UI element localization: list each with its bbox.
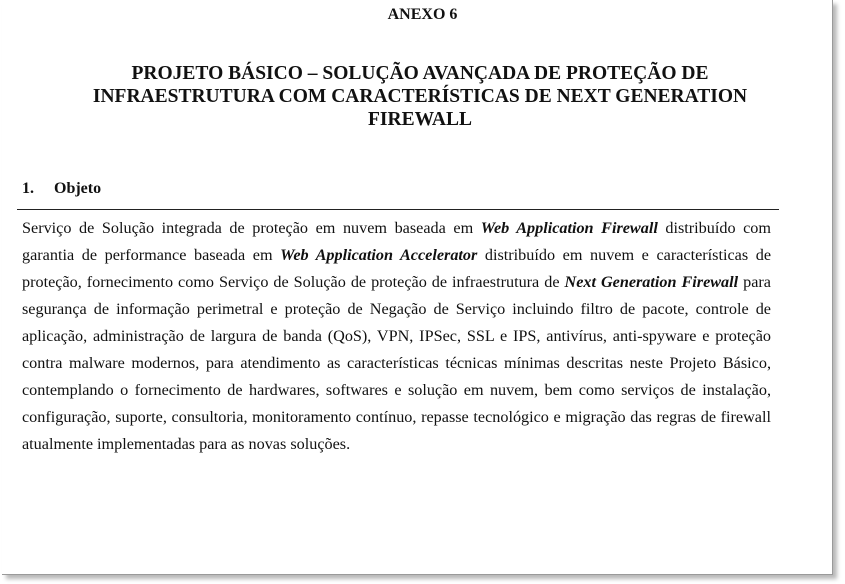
section-heading [22, 180, 101, 198]
section-title: Objeto [54, 180, 102, 197]
term-web-application-firewall: Web Application Firewall [480, 219, 658, 237]
paragraph-text: distribuído em nuvem e características de proteção, fornecimento como Serviço de Solução de proteção de infraestrutura de [22, 246, 771, 291]
title-line-2: INFRAESTRUTURA COM CARACTERÍSTICAS DE NEXT GENERATION [92, 86, 748, 107]
section-divider [17, 209, 779, 210]
annex-label: ANEXO 6 [387, 6, 458, 23]
section-paragraph [22, 215, 771, 458]
title-line-1: PROJETO BÁSICO – SOLUÇÃO AVANÇADA DE PROTEÇÃO DE [131, 63, 709, 84]
paragraph-text: distribuído com garantia de performance baseada em [22, 219, 771, 264]
paragraph-text: para segurança de informação perimetral e proteção de Negação de Serviço incluindo filtro de pacote, controle de aplicação, administração de largura de banda (QoS), VPN, IPSec, SSL e IPS, antivírus, anti-spyware e proteção contra malware modernos, para atendimento as características técnicas mínimas descritas neste Projeto Básico, contemplando o fornecimento de hardwares, softwares e solução em nuvem, bem como serviços de instalação, configuração, suporte, consultoria, monitoramento contínuo, repasse tecnológico e migração das regras de firewall atualmente implementadas para as novas soluções. [22, 273, 771, 453]
term-web-application-accelerator: Web Application Accelerator [280, 246, 478, 264]
section-number: 1. [22, 180, 34, 197]
term-next-generation-firewall: Next Generation Firewall [564, 273, 739, 291]
paragraph-text: Serviço de Solução integrada de proteção em nuvem baseada em [22, 219, 481, 237]
document-title [20, 62, 820, 131]
title-line-3: FIREWALL [367, 109, 473, 130]
